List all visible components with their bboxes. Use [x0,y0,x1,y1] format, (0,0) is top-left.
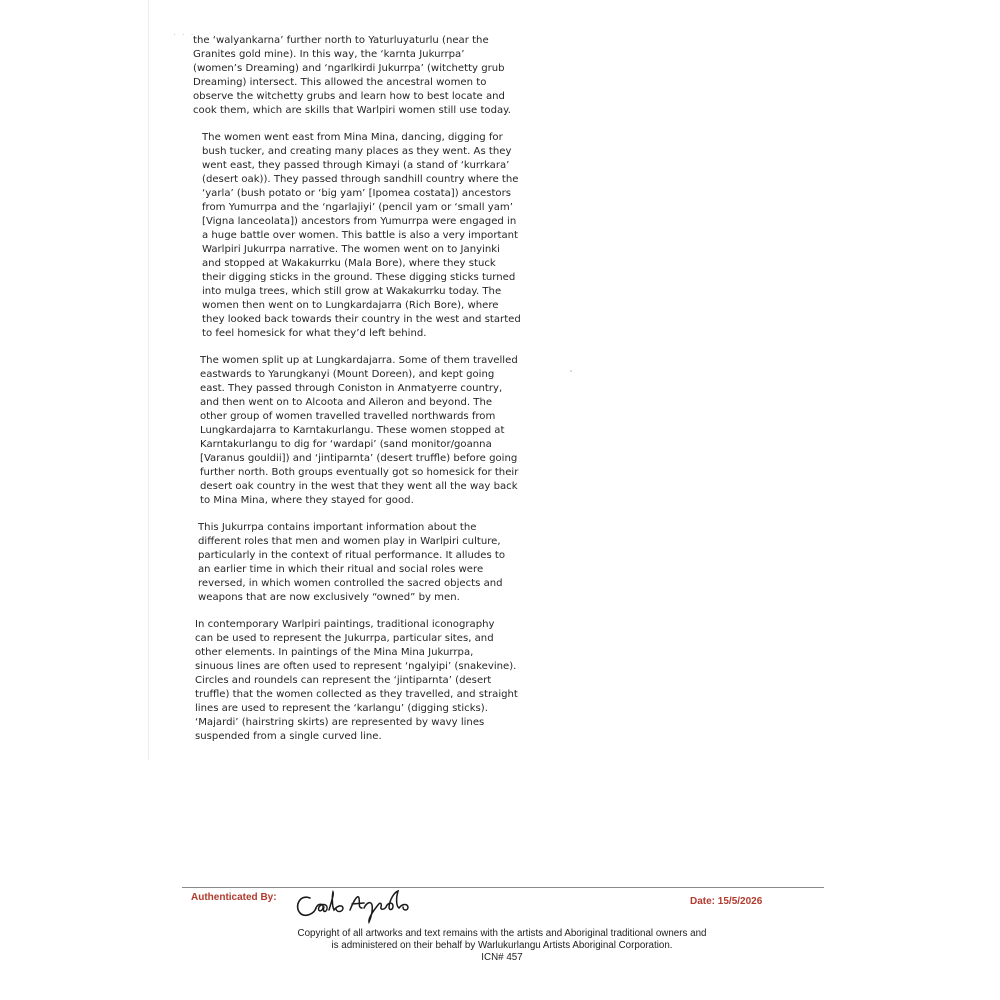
paragraph: The women went east from Mina Mina, dancing, digging for bush tucker, and creating many places as they went. As they went east, they passed through Kimayi (a stand of ‘kurrkara’ (desert oak)). They passed through sandhill country where the ‘yarla’ (bush potato or ‘big yam’ [Ipomea costata]) ancestors from Yumurrpa and the ‘ngarlajiyi’ (pencil yam or ‘small yam’ [Vigna lanceolata]) ancestors from Yumurrpa were engaged in a huge battle over women. This battle is also a very important Warlpiri Jukurrpa narrative. The women went on to Janyinki and stopped at Wakakurrku (Mala Bore), where they stuck their digging sticks in the ground. These digging sticks turned into mulga trees, which still grow at Wakakurrku today. The women then went on to Lungkardajarra (Rich Bore), where they looked back towards their country in the west and started to feel homesick for what they’d left behind. [202,132,521,339]
paragraph: In contemporary Warlpiri paintings, traditional iconography can be used to represent the Jukurrpa, particular sites, and other elements. In paintings of the Mina Mina Jukurrpa, sinuous lines are often used to represent ‘ngalyipi’ (snakevine). Circles and roundels can represent the ‘jintiparnta’ (desert truffle) that the women collected as they travelled, and straight lines are used to represent the ‘karlangu’ (digging sticks). ‘Majardi’ (hairstring skirts) are represented by wavy lines suspended from a single curved line. [195,619,518,742]
copyright-notice [282,928,722,964]
scan-speck [570,370,572,372]
authenticated-by-label: Authenticated By: [191,892,277,903]
date-value: 15/5/2026 [717,896,763,907]
scan-page-edge [148,0,149,760]
paragraph: the ‘walyankarna’ further north to Yaturluyaturlu (near the Granites gold mine). In this way, the ‘karnta Jukurrpa’ (women’s Dreaming) and ‘ngarlkirdi Jukurrpa’ (witchetty grub Dreaming) intersect. This allowed the ancestral women to observe the witchetty grubs and learn how to best locate and cook them, which are skills that Warlpiri women still use today. [193,35,511,116]
date-label: Date: [690,896,716,907]
date-field [690,896,762,907]
paragraph: This Jukurrpa contains important information about the different roles that men and women play in Warlpiri culture, particularly in the context of ritual performance. It alludes to an earlier time in which their ritual and social roles were reversed, in which women controlled the sacred objects and weapons that are now exclusively “owned” by men. [198,522,506,603]
footer-divider [182,887,824,888]
story-text [193,34,521,757]
copyright-line: Copyright of all artworks and text remains with the artists and Aboriginal traditional owners and [297,928,707,939]
scan-artifact: · · · [173,30,196,39]
paragraph: The women split up at Lungkardajarra. Some of them travelled eastwards to Yarungkanyi (Mount Doreen), and kept going east. They passed through Coniston in Anmatyerre country, and then went on to Alcoota and Aileron and beyond. The other group of women travelled travelled northwards from Lungkardajarra to Karntakurlangu. These women stopped at Karntakurlangu to dig for ‘wardapi’ (sand monitor/goanna [Varanus gouldii]) and ‘jintiparnta’ (desert truffle) before going further north. Both groups eventually got so homesick for their desert oak country in the west that they went all the way back to Mina Mina, where they stayed for good. [200,355,519,506]
copyright-line: is administered on their behalf by Warlukurlangu Artists Aboriginal Corporation. [331,940,673,951]
signature-image [292,886,427,926]
catalogue-number: ICN# 457 [481,952,523,963]
